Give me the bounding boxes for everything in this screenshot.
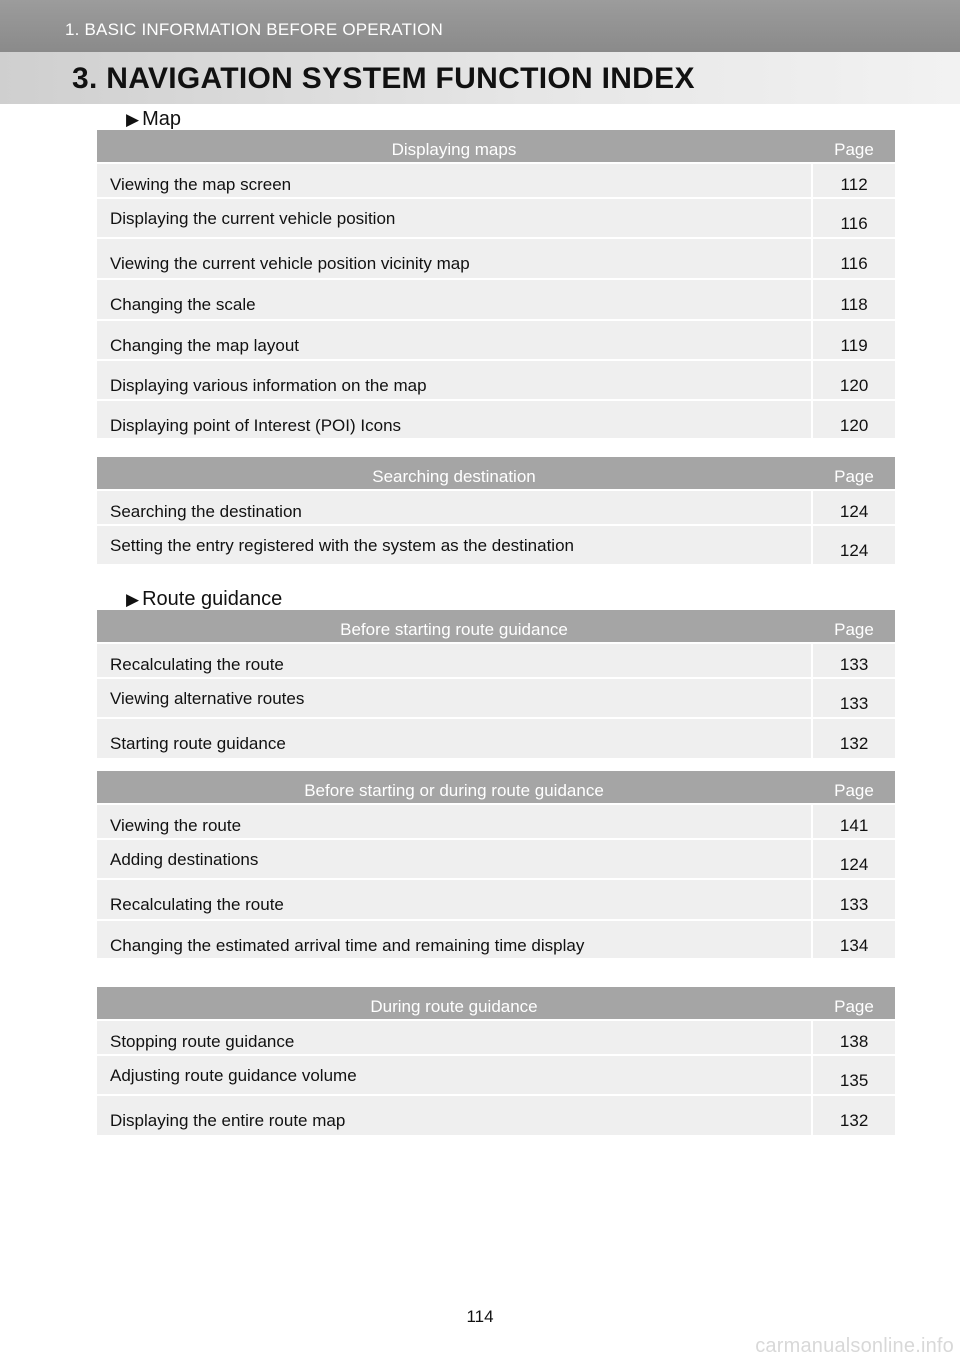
- table-header-title: Displaying maps: [391, 140, 517, 159]
- row-label: Changing the map layout: [110, 336, 300, 355]
- page-number: 114: [466, 1307, 494, 1326]
- watermark-text: carmanualsonline.info: [755, 1335, 954, 1357]
- row-page[interactable]: 116: [811, 239, 895, 278]
- row-label: Adding destinations: [110, 850, 259, 869]
- table-row[interactable]: [97, 524, 895, 564]
- play-arrow-icon: ▶: [126, 110, 140, 129]
- table-header-title: During route guidance: [370, 997, 538, 1016]
- table-row[interactable]: [97, 838, 895, 878]
- row-page[interactable]: 133: [811, 644, 895, 677]
- row-page[interactable]: 116: [811, 199, 895, 237]
- table-row[interactable]: [97, 278, 895, 319]
- table-header: [97, 130, 895, 162]
- row-page[interactable]: 132: [811, 1096, 895, 1135]
- table-header-page: Page: [834, 140, 874, 159]
- row-label: Changing the scale: [110, 295, 256, 314]
- row-label: Displaying the entire route map: [110, 1111, 346, 1130]
- row-page[interactable]: 133: [811, 880, 895, 919]
- row-label: Viewing alternative routes: [110, 689, 305, 708]
- row-label: Stopping route guidance: [110, 1032, 295, 1051]
- table-header-page: Page: [834, 467, 874, 486]
- page-title: 3. NAVIGATION SYSTEM FUNCTION INDEX: [72, 62, 695, 95]
- table-header-title: Searching destination: [372, 467, 536, 486]
- row-label: Displaying point of Interest (POI) Icons: [110, 416, 402, 435]
- row-label: Displaying various information on the map: [110, 376, 427, 395]
- row-label: Setting the entry registered with the system as the destination: [110, 536, 574, 555]
- table-header-page: Page: [834, 997, 874, 1016]
- row-label: Viewing the route: [110, 816, 242, 835]
- table-header: [97, 987, 895, 1019]
- table-row[interactable]: [97, 359, 895, 399]
- row-label: Adjusting route guidance volume: [110, 1066, 357, 1085]
- index-table-during-route-guidance: [97, 987, 895, 1135]
- table-header: [97, 610, 895, 642]
- row-page[interactable]: 138: [811, 1021, 895, 1054]
- table-row[interactable]: [97, 677, 895, 717]
- row-label: Recalculating the route: [110, 895, 284, 914]
- row-page[interactable]: 141: [811, 805, 895, 838]
- row-label: Changing the estimated arrival time and remaining time display: [110, 936, 585, 955]
- row-label: Recalculating the route: [110, 655, 284, 674]
- chapter-title: 1. BASIC INFORMATION BEFORE OPERATION: [65, 20, 443, 39]
- row-page[interactable]: 124: [811, 526, 895, 564]
- index-table-before-starting-route-guidance: [97, 610, 895, 758]
- table-header-page: Page: [834, 620, 874, 639]
- table-row[interactable]: [97, 1094, 895, 1135]
- section-label: Route guidance: [142, 588, 283, 610]
- row-label: Displaying the current vehicle position: [110, 209, 396, 228]
- row-page[interactable]: 120: [811, 401, 895, 438]
- table-row[interactable]: [97, 237, 895, 278]
- table-row[interactable]: [97, 162, 895, 197]
- row-page[interactable]: 124: [811, 491, 895, 524]
- table-header: [97, 457, 895, 489]
- table-row[interactable]: [97, 1054, 895, 1094]
- chapter-header-bar: [0, 0, 960, 52]
- table-row[interactable]: [97, 319, 895, 359]
- play-arrow-icon: ▶: [126, 590, 140, 609]
- section-heading-map: [126, 108, 181, 131]
- table-row[interactable]: [97, 717, 895, 758]
- table-row[interactable]: [97, 803, 895, 838]
- section-label: Map: [142, 108, 181, 130]
- index-table-displaying-maps: [97, 130, 895, 438]
- row-label: Viewing the current vehicle position vicinity map: [110, 254, 470, 273]
- row-label: Viewing the map screen: [110, 175, 292, 194]
- table-row[interactable]: [97, 1019, 895, 1054]
- table-row[interactable]: [97, 642, 895, 677]
- index-table-searching-destination: [97, 457, 895, 564]
- index-table-before-or-during-route-guidance: [97, 771, 895, 958]
- row-page[interactable]: 134: [811, 921, 895, 958]
- table-header: [97, 771, 895, 803]
- row-label: Searching the destination: [110, 502, 302, 521]
- table-row[interactable]: [97, 399, 895, 438]
- row-page[interactable]: 132: [811, 719, 895, 758]
- section-heading-route-guidance: [126, 588, 282, 611]
- table-row[interactable]: [97, 878, 895, 919]
- table-row[interactable]: [97, 197, 895, 237]
- row-page[interactable]: 120: [811, 361, 895, 399]
- row-page[interactable]: 124: [811, 840, 895, 878]
- row-page[interactable]: 119: [811, 321, 895, 359]
- table-row[interactable]: [97, 919, 895, 958]
- table-row[interactable]: [97, 489, 895, 524]
- row-page[interactable]: 118: [811, 280, 895, 319]
- table-header-title: Before starting or during route guidance: [304, 781, 604, 800]
- row-page[interactable]: 112: [811, 164, 895, 197]
- row-label: Starting route guidance: [110, 734, 286, 753]
- row-page[interactable]: 133: [811, 679, 895, 717]
- row-page[interactable]: 135: [811, 1056, 895, 1094]
- table-header-page: Page: [834, 781, 874, 800]
- table-header-title: Before starting route guidance: [340, 620, 568, 639]
